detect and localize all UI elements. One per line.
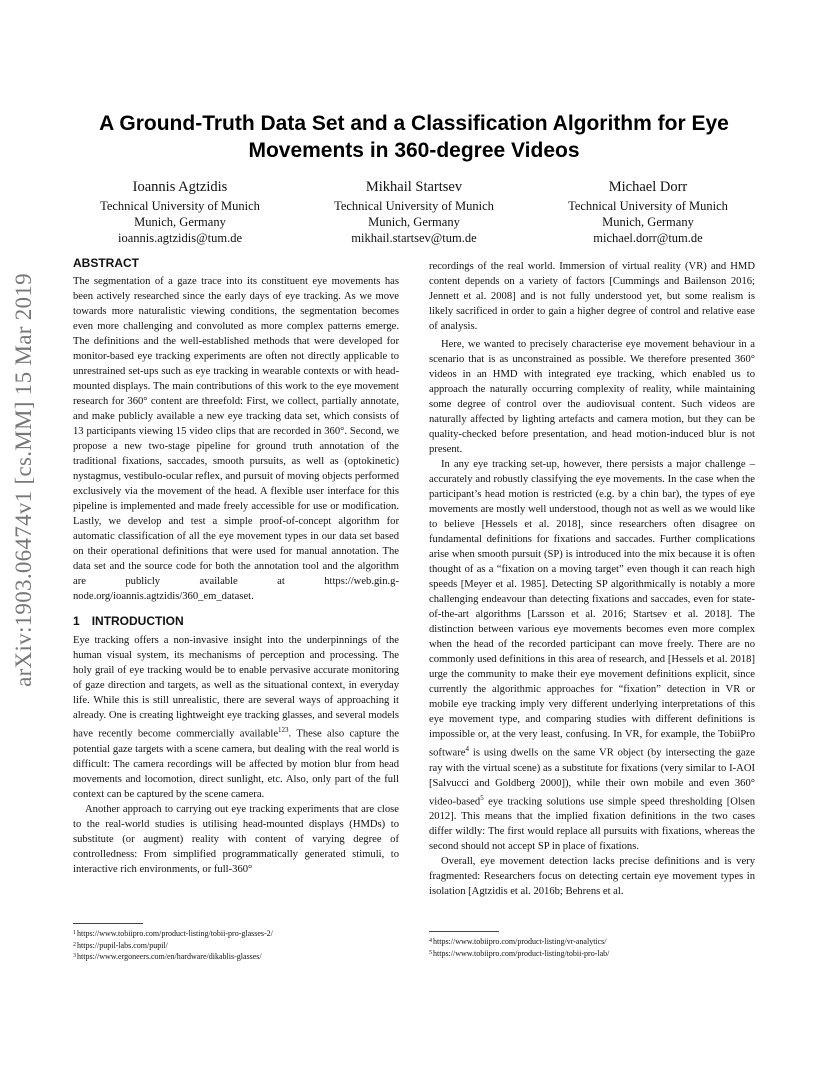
abstract-text: The segmentation of a gaze trace into its constituent eye movements has been actively researched since the early days of eye tracking. As we move towards more naturalistic viewing conditions, the segmentation becomes even more challenging and convoluted as more complex patterns emerge. The definitions and the well-established methods that were developed for monitor-based eye tracking experiments are often not directly applicable to unrestrained set-ups such as eye tracking in wearable contexts or with head-mounted displays. The main contributions of this work to the eye movement research for 360° content are threefold: First, we collect, partially annotate, and make publicly available a new eye tracking data set, which consists of 13 participants viewing 15 video clips that are recorded in 360°. Second, we propose a new two-stage pipeline for ground truth annotation of the traditional fixations, saccades, smooth pursuits, as well as (optokinetic) nystagmus, vestibulo-ocular reflex, and pursuit of moving objects performed exclusively via the movement of the head. A flexible user interface for this pipeline is implemented and made freely accessible for use or modification. Lastly, we develop and test a simple proof-of-concept algorithm for automatic classification of all the eye movement types in our data set based on their operational definitions that were used for manual annotation. The data set and the source code for both the annotation tool and the algorithm are publicly available at https://web.gin.g-node.org/ioannis.agtzidis/360_em_dataset. [73, 276, 399, 602]
footnote-rule-left [73, 923, 143, 924]
footnote-1 [73, 928, 399, 940]
footnote-mark: 5 [429, 949, 432, 956]
author-2 [304, 178, 524, 246]
author-block [70, 178, 758, 246]
right-p2-text-b: is using dwells on the same VR object (by intersecting the gaze ray with the virtual scene) as a substitute for fixations (very similar to I-AOI [Salvucci and Goldberg 2000]), while their own mobile and even 360° video-based [429, 747, 755, 808]
right-paragraph-3: Overall, eye movement detection lacks precise definitions and is very fragmented: Researchers focus on detecting certain eye movement types in isolation [Agtzidis et al. 2016b; Behrens et al. [429, 856, 755, 898]
intro-paragraph-2: Another approach to carrying out eye tracking experiments that are close to the real-world studies is utilising head-mounted displays (HMDs) to substitute (or augment) reality with content of varying degree of controlledness: From simplified programmatically generated stimuli, to interactive rich environments, or full-360° [73, 803, 399, 875]
footnote-2 [73, 940, 399, 952]
footnote-url[interactable]: https://www.tobiipro.com/product-listing/tobii-pro-lab/ [433, 948, 610, 958]
right-p2-text-c: eye tracking solutions use simple speed thresholding [Olsen 2012]. This means that the implied fixation definitions in the two cases differ wildly: The first would replace all pursuits with fixations, whereas the second should not accept SP in place of fixations. [429, 796, 755, 853]
footnote-url[interactable]: https://www.tobiipro.com/product-listing/vr-analytics/ [433, 937, 607, 946]
author-location: Munich, Germany [368, 215, 460, 229]
footnote-mark: 3 [73, 953, 76, 959]
right-p2-text-a: In any eye tracking set-up, however, there persists a major challenge – accurately and robustly classifying the eye movements. In the case when the participant’s head motion is restricted (e.g. by a chin bar), the types of eye movements are mostly well understood, though not as well as we would like to believe [Hessels et al. 2018], since researchers often disagree on fundamental definitions for fixations and saccades. Further complications arise when smooth pursuit (SP) is introduced into the mix because it is often thought of as a “fixation on a moving target” even though it can reach high speeds [Meyer et al. 1985]. Detecting SP algorithmically is notably a more challenging endeavour than detecting fixations and saccades, even for state-of-the-art algorithms [Larsson et al. 2016; Startsev et al. 2018]. The distinction between various eye movements becomes even more complex when the head of the recorded participant can move freely. There are no commonly used definitions in this area of research, and [Hessels et al. 2018] urge the community to make their eye movement definitions explicit, since currently the algorithmic approaches for “fixation” detection in VR or mobile eye tracking imply very different underlying interpretations of this eye movement type, and comparing studies with different definitions is impossible or, at the very least, confusing. In VR, for example, the TobiiPro software [429, 459, 755, 759]
right-paragraph-0: recordings of the real world. Immersion of virtual reality (VR) and HMD content depends on a variety of factors [Cummings and Bailenson 2016; Jennett et al. 2008] and is not fully understood yet, but some realism is likely sacrificed in order to gain a higher degree of control and relative ease of analysis. [429, 261, 755, 332]
intro-paragraph-1 [73, 633, 399, 802]
footnote-3 [73, 951, 399, 963]
footnote-url[interactable]: https://pupil-labs.com/pupil/ [77, 940, 168, 950]
author-affiliation: Technical University of Munich [100, 199, 260, 213]
footnote-mark: 1 [73, 930, 76, 936]
footnote-4 [429, 936, 755, 948]
footnote-ref-4: 4 [465, 745, 469, 753]
author-email: mikhail.startsev@tum.de [351, 231, 477, 245]
author-name: Ioannis Agtzidis [132, 179, 228, 195]
footnote-url[interactable]: https://www.tobiipro.com/product-listing/tobii-pro-glasses-2/ [77, 929, 273, 938]
author-affiliation: Technical University of Munich [334, 199, 494, 213]
arxiv-stamp [2, 270, 46, 690]
arxiv-stamp-text: arXiv:1903.06474v1 [cs.MM] 15 Mar 2019 [11, 273, 37, 687]
author-3 [538, 178, 758, 246]
footnote-rule-right [429, 931, 499, 932]
section-heading-introduction [73, 614, 399, 629]
footnote-url[interactable]: https://www.ergoneers.com/en/hardware/dikablis-glasses/ [77, 952, 262, 961]
paper-title: A Ground-Truth Data Set and a Classification Algorithm for Eye Movements in 360-degree Videos [99, 112, 729, 162]
footnotes-right [429, 936, 755, 959]
left-column [73, 256, 399, 877]
author-email: michael.dorr@tum.de [593, 231, 703, 245]
author-name: Mikhail Startsev [365, 179, 463, 195]
intro-p1-text-a: Eye tracking offers a non-invasive insight into the underpinnings of the human visual system, its mechanisms of perception and processing. The holy grail of eye tracking would be to enable pervasive accurate monitoring of gaze direction and targets, as well as the situational context, in everyday life. While this is still unrealistic, there are several ways of approaching it already. One is creating lightweight eye tracking glasses, and several models have recently become commercially available [73, 635, 399, 740]
author-location: Munich, Germany [602, 215, 694, 229]
footnote-ref-123: 123 [278, 726, 289, 734]
abstract-heading: ABSTRACT [73, 256, 139, 270]
author-1 [70, 178, 290, 246]
footnotes-left [73, 928, 399, 963]
right-paragraph-2 [429, 457, 755, 854]
footnote-5 [429, 948, 755, 960]
intro-p1-text-b: . These also capture the potential gaze targets with a scene camera, but dealing with the real world is difficult: The camera recordings will be affected by motion blur from head movements and locomotion, direct sunlight, etc. Also, only part of the full context can be captured by the scene camera. [73, 728, 399, 800]
author-affiliation: Technical University of Munich [568, 199, 728, 213]
author-location: Munich, Germany [134, 215, 226, 229]
author-email: ioannis.agtzidis@tum.de [118, 231, 242, 245]
right-column [429, 259, 755, 899]
footnote-ref-5: 5 [480, 793, 484, 802]
footnote-mark: 4 [429, 938, 432, 944]
section-title: INTRODUCTION [91, 614, 184, 628]
section-number: 1 [73, 614, 80, 628]
author-name: Michael Dorr [608, 179, 688, 195]
right-paragraph-1: Here, we wanted to precisely characterise eye movement behaviour in a scenario that is as unconstrained as possible. We therefore presented 360° videos in an HMD with integrated eye tracking, which enabled us to approach the naturally occurring complexity of reality, while maintaining some degree of control over the audiovisual content. Such videos are naturally affected by lighting artefacts and camera motion, but they can be quality-checked before presentation, and head motion-induced blur is not present. [429, 339, 755, 455]
footnote-mark: 2 [73, 941, 76, 948]
